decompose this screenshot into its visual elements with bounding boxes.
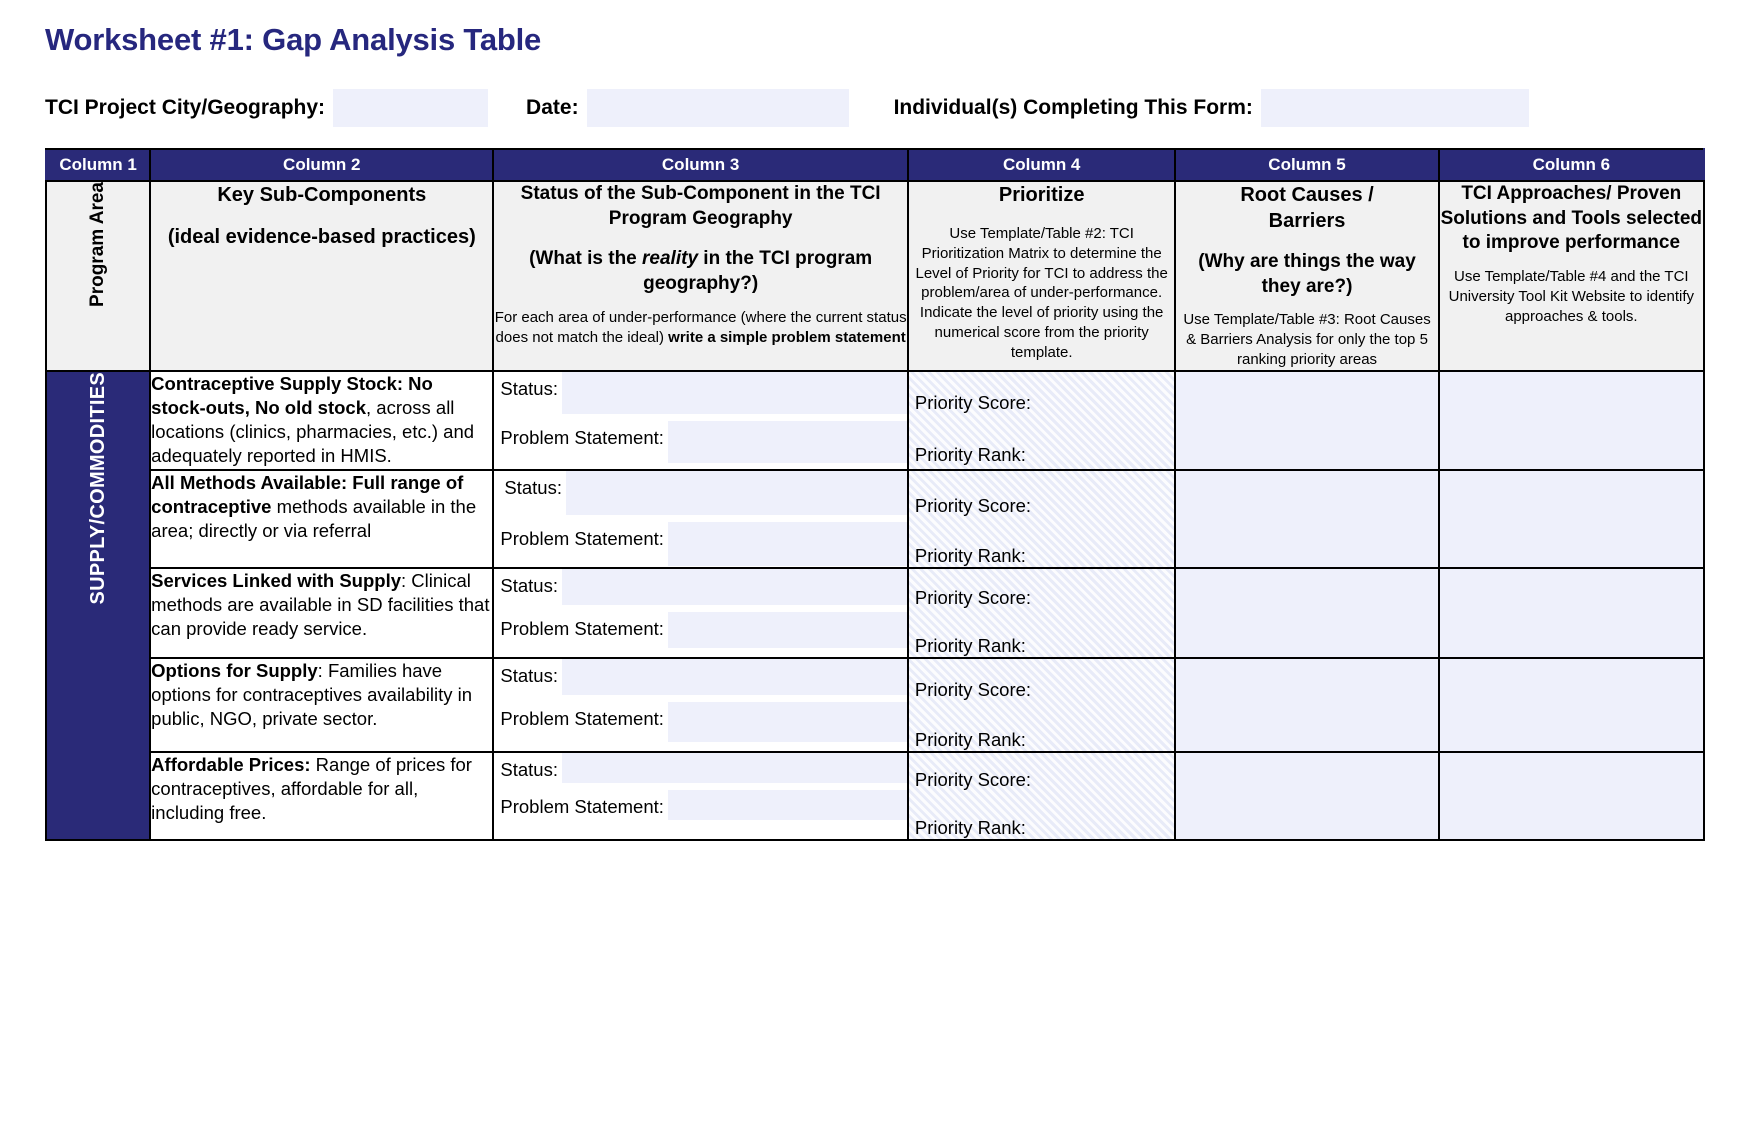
program-area-cell-supply-commodities [46,371,150,840]
col3-title-line2: Program Geography [608,207,793,229]
sub-component-cell [150,470,493,568]
col6-header-cell [1439,181,1704,371]
priority-score-label: Priority Score: [914,768,1032,790]
status-input[interactable] [562,753,907,783]
col3-question [494,247,907,296]
sub-component-rest: : Families have options for contraceptives availability in public, NGO, private sector. [151,659,473,730]
program-area-header-label: Program Area [87,182,109,307]
col3-spacer-2 [494,297,907,308]
prioritize-cell [908,470,1176,568]
col3-spacer-1 [494,231,907,247]
individuals-input[interactable] [1261,89,1529,127]
program-area-header-cell [46,181,150,371]
sub-component-bold: Affordable Prices: [151,753,311,775]
sub-component-cell [150,568,493,658]
priority-top-gap [909,471,1175,495]
approaches-cell[interactable] [1439,470,1704,568]
individuals-label: Individual(s) Completing This Form: [893,96,1253,119]
col3-question-pre: (What is the [529,248,643,270]
priority-top-gap [909,753,1175,769]
meta-row [45,88,1705,128]
status-cell [493,371,908,470]
problem-statement-label: Problem Statement: [500,707,664,729]
prioritize-cell [908,371,1176,470]
status-input[interactable] [562,372,907,414]
status-label: Status: [500,574,558,596]
status-cell [493,568,908,658]
root-causes-cell[interactable] [1175,568,1438,658]
priority-top-gap [909,372,1175,392]
priority-mid-gap [909,517,1175,545]
sub-component-cell [150,658,493,752]
table-row [46,371,1704,470]
table-row [46,568,1704,658]
sub-component-rest: Range of prices for contraceptives, affordable for all, including free. [151,753,472,824]
sub-component-rest: : Clinical methods are available in SD facilities that can provide ready service. [151,569,490,640]
problem-statement-line [494,790,907,820]
approaches-cell[interactable] [1439,371,1704,470]
problem-statement-label: Problem Statement: [500,795,664,817]
status-label: Status: [500,664,558,686]
problem-statement-line [494,522,907,566]
priority-rank-label: Priority Rank: [914,443,1026,465]
col5-title-line2: Barriers [1268,210,1346,232]
problem-statement-input[interactable] [668,612,907,648]
status-line [494,569,907,605]
col4-title: Prioritize [998,184,1085,206]
priority-rank-label: Priority Rank: [914,544,1026,566]
col5-note: Use Template/Table #3: Root Causes & Barriers Analysis for only the top 5 ranking priority areas [1183,311,1431,368]
city-label: TCI Project City/Geography: [45,96,326,119]
priority-mid-gap [909,701,1175,729]
problem-statement-line [494,702,907,742]
root-causes-cell[interactable] [1175,470,1438,568]
column-number-4: Column 4 [908,149,1176,181]
status-label: Status: [504,476,562,498]
status-input[interactable] [562,569,907,605]
problem-statement-line [494,612,907,648]
status-input[interactable] [562,659,907,695]
table-row [46,470,1704,568]
approaches-cell[interactable] [1439,752,1704,840]
priority-score-label: Priority Score: [914,494,1032,516]
date-input[interactable] [587,89,849,127]
status-gap [494,695,907,702]
column-number-1: Column 1 [46,149,150,181]
status-gap [494,414,907,421]
col5-question-line2: they are?) [1261,275,1353,297]
date-label: Date: [526,96,579,119]
root-causes-cell[interactable] [1175,752,1438,840]
priority-mid-gap [909,414,1175,444]
priority-top-gap [909,569,1175,587]
col4-header-cell [908,181,1176,371]
approaches-cell[interactable] [1439,658,1704,752]
status-line [494,372,907,414]
col3-title-line1: Status of the Sub-Component in the TCI [520,183,881,204]
col2-title: Key Sub-Components [217,184,427,206]
sub-component-rest: methods available in the area; directly or via referral [151,495,477,542]
prioritize-cell [908,658,1176,752]
problem-statement-input[interactable] [668,790,907,820]
problem-statement-label: Problem Statement: [500,426,664,448]
gap-analysis-table [45,148,1705,841]
sub-component-bold: Options for Supply [151,659,318,681]
col4-note: Use Template/Table #2: TCI Prioritization Matrix to determine the Level of Priority for TCI to address the problem/area of under-performance. Indicate the level of priority using the numerical score from the priority template. [915,225,1168,361]
status-gap [494,515,907,522]
status-gap [494,605,907,612]
sub-component-cell [150,752,493,840]
priority-rank-label: Priority Rank: [914,816,1026,838]
col2-subtitle: (ideal evidence-based practices) [167,226,476,248]
col4-spacer [909,208,1175,224]
program-area-label: SUPPLY/COMMODITIES [86,371,109,605]
priority-score-label: Priority Score: [914,391,1032,413]
column-number-6: Column 6 [1439,149,1704,181]
col3-question-post: in the TCI program geography?) [643,248,873,295]
problem-statement-line [494,421,907,463]
priority-mid-gap [909,609,1175,635]
col3-question-italic: reality [642,248,699,270]
table-row [46,752,1704,840]
status-line [494,471,907,515]
approaches-cell[interactable] [1439,568,1704,658]
col2-spacer [151,208,492,224]
problem-statement-input[interactable] [668,421,907,463]
priority-top-gap [909,659,1175,679]
root-causes-cell[interactable] [1175,658,1438,752]
problem-statement-input[interactable] [668,702,907,742]
status-line [494,753,907,783]
col3-note-bold: write a simple problem statement [668,328,906,346]
col5-question-line1: (Why are things the way [1198,251,1416,272]
sub-component-bold: All Methods Available: Full range of contraceptive [151,471,464,517]
column-number-row [46,149,1704,181]
col3-note-pre: For each area of under-performance (where the current status does not match the ideal) [494,308,907,346]
column-number-3: Column 3 [493,149,908,181]
status-gap [494,783,907,790]
sub-component-bold: Contraceptive Supply Stock: No stock-outs, No old stock [151,372,433,418]
col5-spacer-1 [1176,234,1437,250]
priority-mid-gap [909,791,1175,817]
priority-rank-label: Priority Rank: [914,728,1026,750]
status-line [494,659,907,695]
column-number-5: Column 5 [1175,149,1438,181]
col6-title: TCI Approaches/ Proven Solutions and Tools selected to improve performance [1440,183,1703,254]
sub-component-bold: Services Linked with Supply [151,569,401,591]
problem-statement-input[interactable] [668,522,907,566]
col5-spacer-2 [1176,299,1437,310]
problem-statement-label: Problem Statement: [500,527,664,549]
col6-spacer [1440,256,1703,267]
status-input[interactable] [566,471,907,515]
status-label: Status: [500,758,558,780]
problem-statement-label: Problem Statement: [500,617,664,639]
table-row [46,658,1704,752]
root-causes-cell[interactable] [1175,371,1438,470]
priority-rank-label: Priority Rank: [914,634,1026,656]
priority-score-label: Priority Score: [914,586,1032,608]
sub-component-rest: , across all locations (clinics, pharmacies, etc.) and adequately reported in HMIS. [151,397,475,467]
status-cell [493,470,908,568]
col2-header-cell [150,181,493,371]
status-label: Status: [500,377,558,399]
city-input[interactable] [333,89,488,127]
col5-header-cell [1175,181,1438,371]
col6-note: Use Template/Table #4 and the TCI University Tool Kit Website to identify approaches & tools. [1448,268,1694,325]
col5-title-line1: Root Causes / [1240,184,1374,206]
column-number-2: Column 2 [150,149,493,181]
column-description-row [46,181,1704,371]
col3-header-cell [493,181,908,371]
prioritize-cell [908,752,1176,840]
sub-component-cell [150,371,493,470]
status-cell [493,752,908,840]
status-cell [493,658,908,752]
priority-score-label: Priority Score: [914,678,1032,700]
prioritize-cell [908,568,1176,658]
col3-note [494,308,907,348]
page-title: Worksheet #1: Gap Analysis Table [45,22,542,57]
